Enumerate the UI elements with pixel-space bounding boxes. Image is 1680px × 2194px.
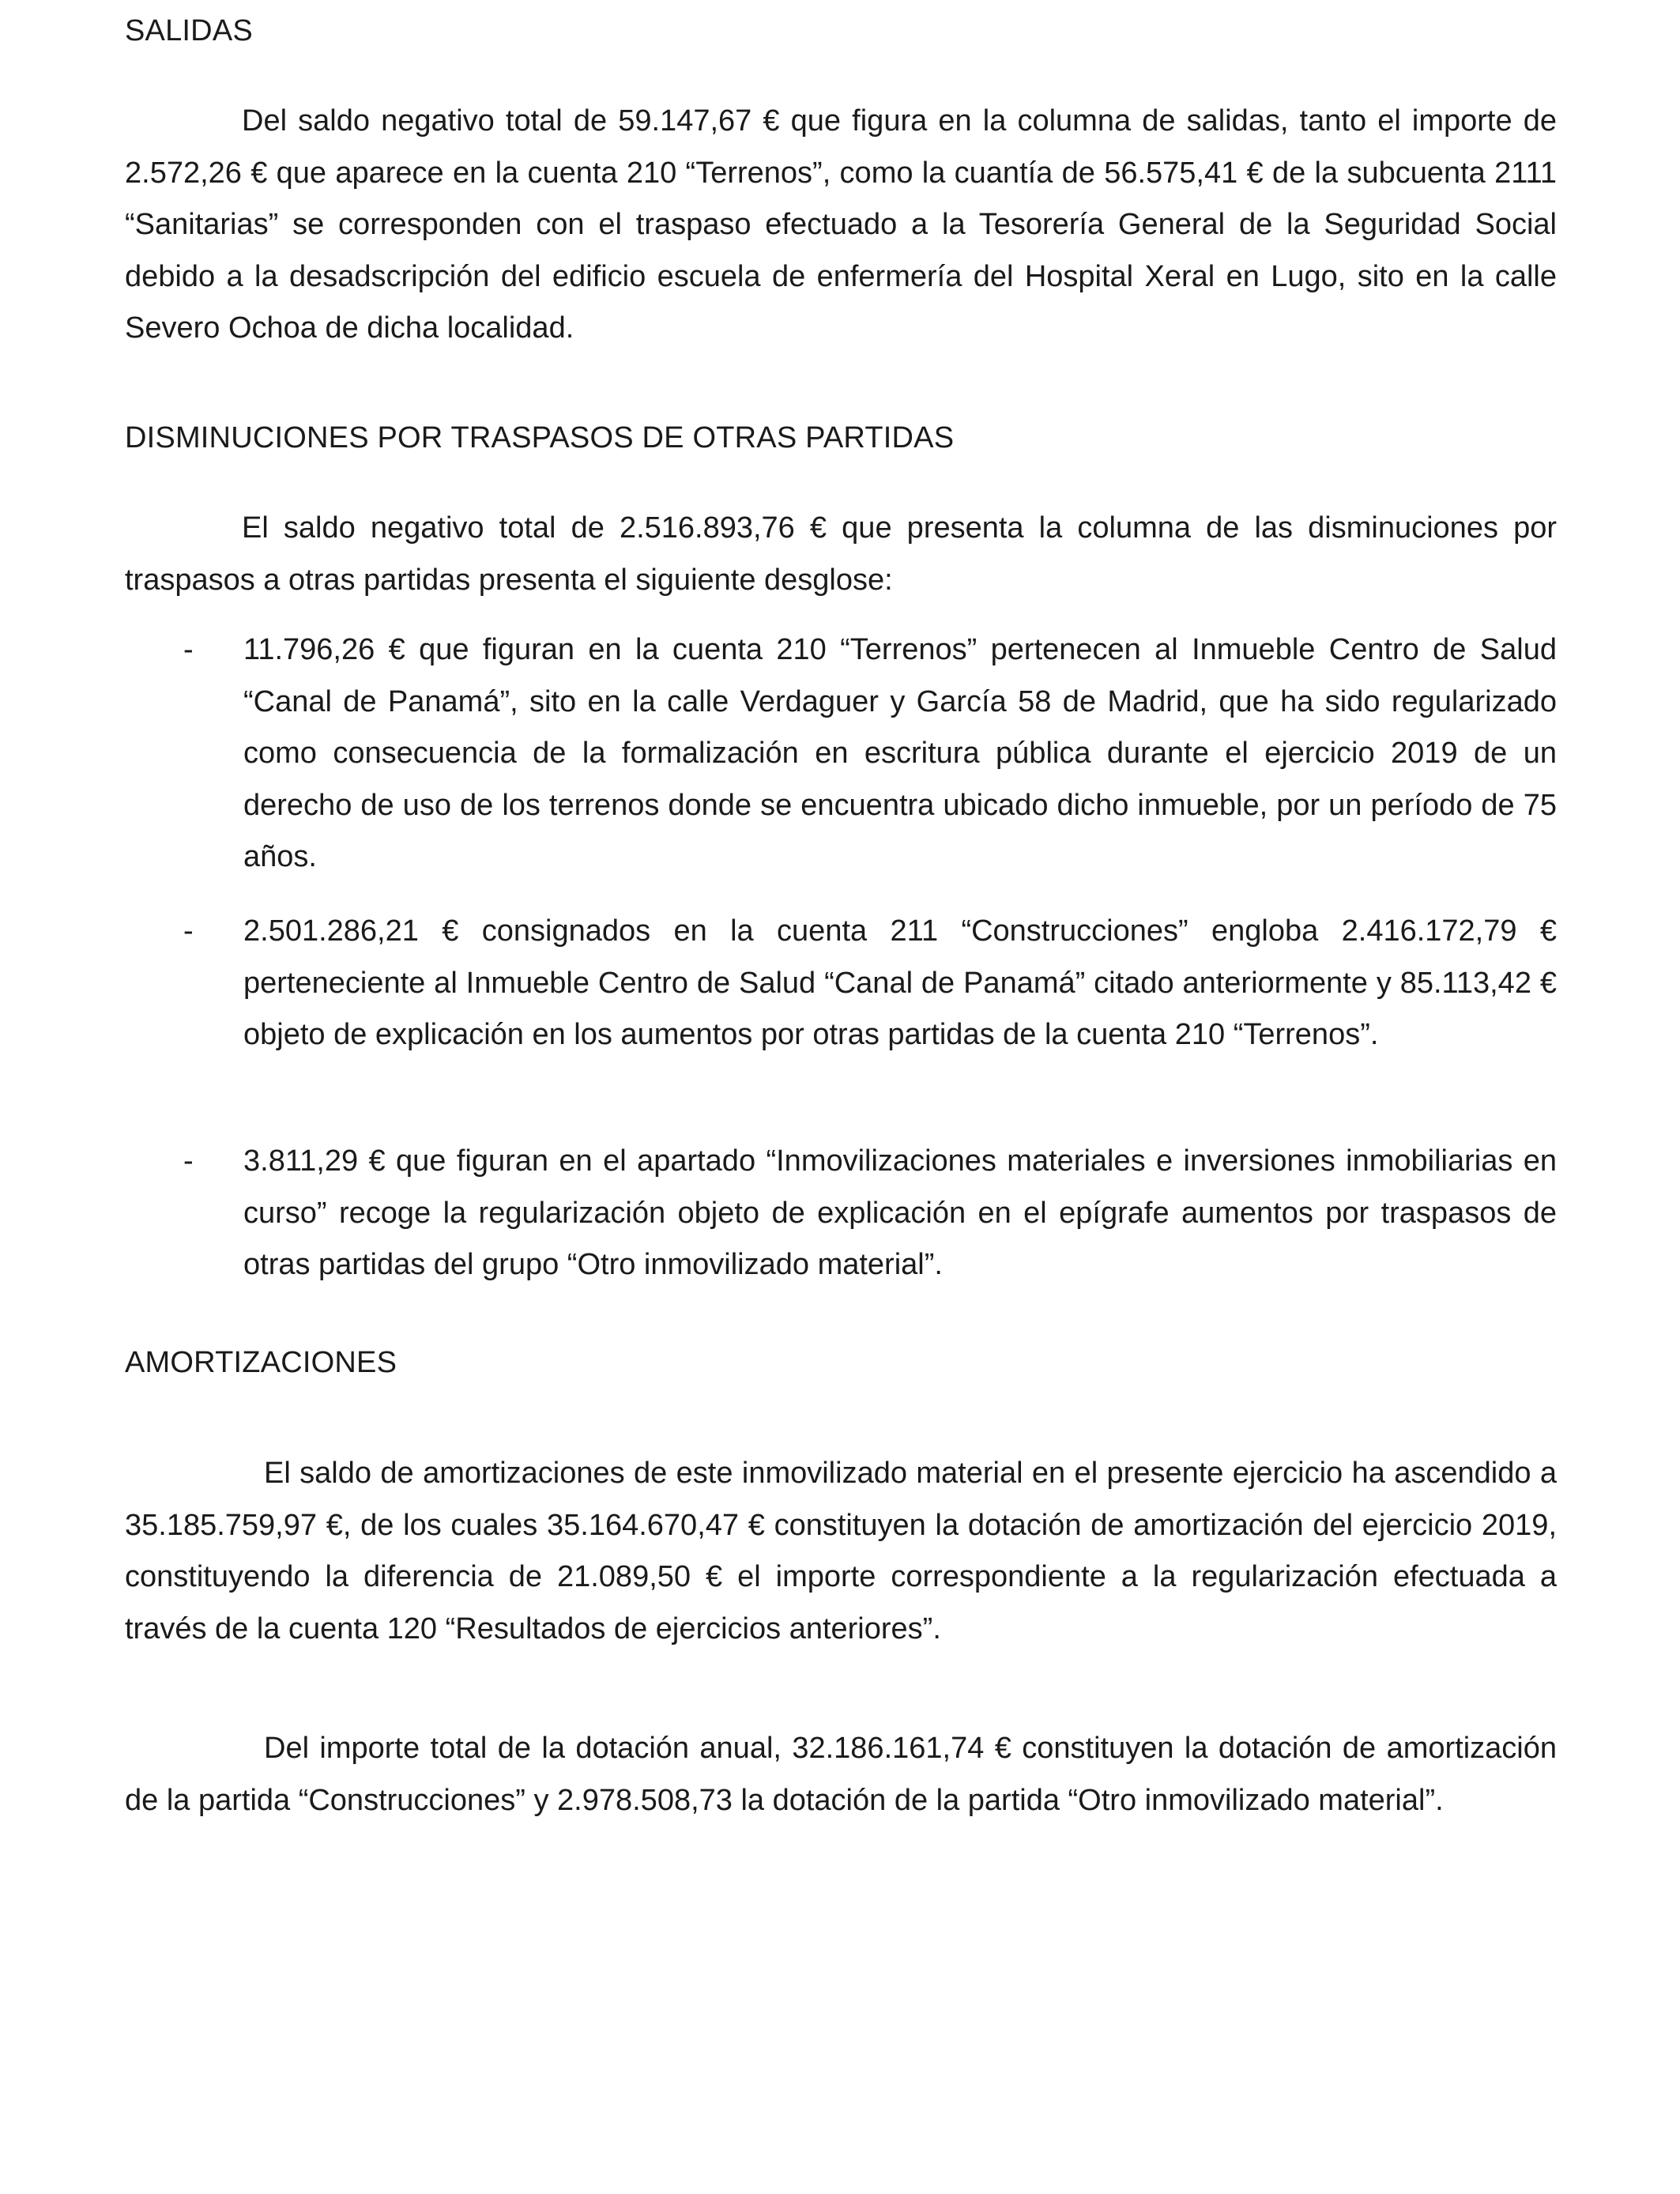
list-dash-marker: - xyxy=(183,633,194,666)
list-item-text: 2.501.286,21 € consignados en la cuenta 211 “Construcciones” engloba 2.416.172,79 € perteneciente al Inmueble Centro de Salud “Canal de Panamá” citado anteriormente y 85.113,42 € objeto de explicación en los aumentos por otras partidas de la cuenta 210 “Terrenos”. xyxy=(243,914,1557,1051)
heading-amortizaciones: AMORTIZACIONES xyxy=(125,1346,397,1379)
list-dash-marker: - xyxy=(183,914,194,948)
paragraph-amortizaciones-2: Del importe total de la dotación anual, 32.186.161,74 € constituyen la dotación de amortización de la partida “Construcciones” y 2.978.508,73 la dotación de la partida “Otro inmovilizado material”. xyxy=(125,1732,1557,1817)
paragraph-salidas: Del saldo negativo total de 59.147,67 € que figura en la columna de salidas, tanto el importe de 2.572,26 € que aparece en la cuenta 210 “Terrenos”, como la cuantía de 56.575,41 € de la subcuenta 2111 “Sanitarias” se corresponden con el traspaso efectuado a la Tesorería General de la Seguridad Social debido a la desadscripción del edificio escuela de enfermería del Hospital Xeral en Lugo, sito en la calle Severo Ochoa de dicha localidad. xyxy=(125,104,1557,345)
heading-salidas: SALIDAS xyxy=(125,14,253,47)
list-dash-marker: - xyxy=(183,1144,194,1178)
heading-disminuciones: DISMINUCIONES POR TRASPASOS DE OTRAS PARTIDAS xyxy=(125,421,955,454)
paragraph-amortizaciones-1: El saldo de amortizaciones de este inmovilizado material en el presente ejercicio ha ascendido a 35.185.759,97 €, de los cuales 35.164.670,47 € constituyen la dotación de amortización del ejercicio 2019, constituyendo la diferencia de 21.089,50 € el importe correspondiente a la regularización efectuada a través de la cuenta 120 “Resultados de ejercicios anteriores”. xyxy=(125,1457,1557,1646)
list-item-text: 11.796,26 € que figuran en la cuenta 210 “Terrenos” pertenecen al Inmueble Centro de Salud “Canal de Panamá”, sito en la calle Verdaguer y García 58 de Madrid, que ha sido regularizado como consecuencia de la formalización en escritura pública durante el ejercicio 2019 de un derecho de uso de los terrenos donde se encuentra ubicado dicho inmueble, por un período de 75 años. xyxy=(243,633,1557,873)
list-item-text: 3.811,29 € que figuran en el apartado “Inmovilizaciones materiales e inversiones inmobiliarias en curso” recoge la regularización objeto de explicación en el epígrafe aumentos por traspasos de otras partidas del grupo “Otro inmovilizado material”. xyxy=(243,1144,1557,1281)
paragraph-disminuciones: El saldo negativo total de 2.516.893,76 € que presenta la columna de las disminuciones por traspasos a otras partidas presenta el siguiente desglose: xyxy=(125,511,1557,597)
